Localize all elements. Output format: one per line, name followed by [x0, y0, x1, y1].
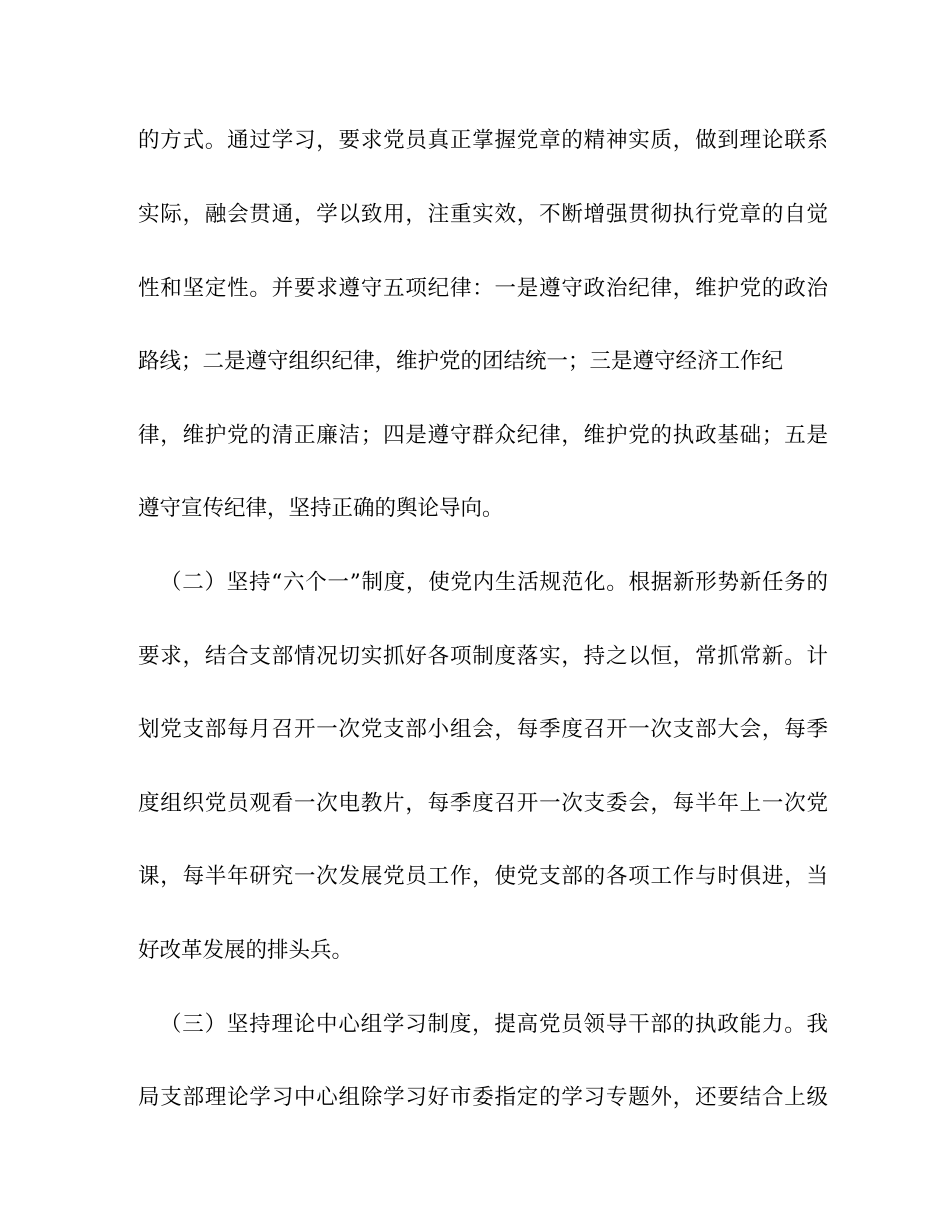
text-line: 律，维护党的清正廉洁；四是遵守群众纪律，维护党的执政基础；五是 [138, 423, 828, 448]
text-line: 划党支部每月召开一次党支部小组会，每季度召开一次支部大会，每季 [138, 717, 828, 742]
text-line: 路线；二是遵守组织纪律，维护党的团结统一；三是遵守经济工作纪 [138, 349, 784, 374]
text-line: 局支部理论学习中心组除学习好市委指定的学习专题外，还要结合上级 [138, 1085, 828, 1110]
text-line: 的方式。通过学习，要求党员真正掌握党章的精神实质，做到理论联系 [138, 128, 828, 153]
text-line: 遵守宣传纪律，坚持正确的舆论导向。 [138, 496, 504, 521]
paragraph-heading-2: （二）坚持“六个一”制度，使党内生活规范化。根据新形势新任务的 [160, 570, 828, 595]
text-line: 好改革发展的排头兵。 [138, 938, 354, 963]
text-line: 度组织党员观看一次电教片，每季度召开一次支委会，每半年上一次党 [138, 791, 828, 816]
text-line: 性和坚定性。并要求遵守五项纪律：一是遵守政治纪律，维护党的政治 [138, 276, 828, 301]
text-line: 课，每半年研究一次发展党员工作，使党支部的各项工作与时俱进，当 [138, 864, 828, 889]
paragraph-heading-3: （三）坚持理论中心组学习制度，提高党员领导干部的执政能力。我 [160, 1012, 828, 1037]
text-line: 要求，结合支部情况切实抓好各项制度落实，持之以恒，常抓常新。计 [138, 644, 828, 669]
text-line: 实际，融会贯通，学以致用，注重实效，不断增强贯彻执行党章的自觉 [138, 202, 828, 227]
